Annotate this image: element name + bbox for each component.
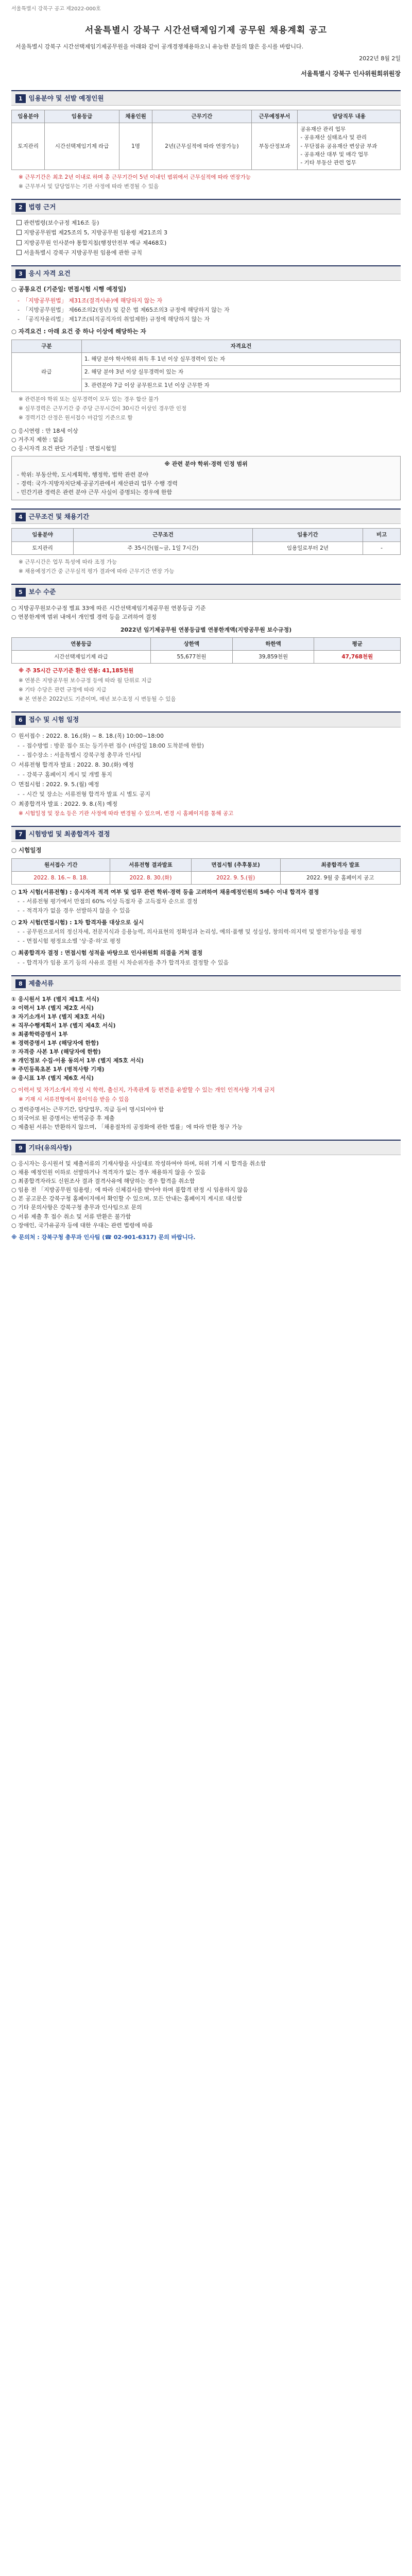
table-header: 서류전형 결과발표 bbox=[110, 858, 191, 871]
document-item: ② 이력서 1부 (별지 제2호 서식) bbox=[11, 1005, 94, 1011]
table-cell: 1명 bbox=[119, 123, 152, 170]
table-cell: 2년(근무실적에 따라 연장가능) bbox=[152, 123, 251, 170]
notice-item: ○ 채용 예정인원 이하로 선발하거나 적격자가 없는 경우 채용하지 않을 수 있음 bbox=[11, 1169, 206, 1176]
section-number: 5 bbox=[15, 588, 26, 597]
requirement: - 「지방공무원법」 제31조(결격사유)에 해당하지 않는 자 bbox=[11, 296, 401, 305]
document-line: ○ 경력증명서는 근무기간, 담당업무, 직급 등이 명시되어야 함 bbox=[11, 1106, 164, 1113]
warning-note: ※ 기재 시 서류전형에서 불이익을 받을 수 있음 bbox=[19, 1096, 129, 1103]
table-cell: 2022. 8. 16.~ 8. 18. bbox=[12, 871, 110, 884]
table-cell: 47,768천원 bbox=[314, 651, 401, 664]
section-title: 제출서류 bbox=[28, 979, 54, 987]
document-item: ⑩ 응시표 1부 (별지 제6호 서식) bbox=[11, 1075, 94, 1082]
exam-detail: - - 면접시험 평정요소별 '상·중·하'로 평정 bbox=[11, 937, 401, 945]
warning-note: ○ 이력서 및 자기소개서 작성 시 학력, 출신지, 가족관계 등 편견을 유발할 수 있는 개인 인적사항 기재 금지 bbox=[11, 1087, 275, 1094]
table-cell: 3. 관련분야 7급 이상 공무원으로 1년 이상 근무한 자 bbox=[81, 379, 400, 392]
document-item: ⑦ 자격증 사본 1부 (해당자에 한함) bbox=[11, 1048, 101, 1056]
law-item-label: 지방공무원법 제25조의 5, 지방공무원 임용령 제21조의 3 bbox=[24, 229, 167, 236]
notice-item: ○ 최종합격자라도 신원조사 결과 결격사유에 해당하는 경우 합격을 취소함 bbox=[11, 1178, 195, 1185]
table-header: 임용분야 bbox=[12, 529, 74, 541]
table-cell: 1. 해당 분야 학사학위 취득 후 1년 이상 실무경력이 있는 자 bbox=[81, 353, 400, 366]
exam-detail: - - 적격자가 없을 경우 선발하지 않을 수 있음 bbox=[11, 906, 401, 915]
note: ※ 근무부서 및 담당업무는 기관 사정에 따라 변경될 수 있음 bbox=[19, 183, 159, 190]
section-number: 2 bbox=[15, 203, 26, 212]
document-item: ④ 직무수행계획서 1부 (별지 제4호 서식) bbox=[11, 1022, 116, 1029]
note: ※ 시험일정 및 장소 등은 기관 사정에 따라 변경될 수 있으며, 변경 시 홈페이지를 통해 공고 bbox=[19, 810, 234, 817]
table-header: 구분 bbox=[12, 340, 82, 352]
salary-table bbox=[11, 637, 401, 664]
table-cell: 공유재산 관리 업무 - 공유재산 실태조사 및 관리 - 무단점유 공유재산 변상금 부과 - 공유재산 대부 및 매각 업무 - 기타 부동산 관련 업무 bbox=[298, 123, 401, 170]
table-cell: 시간선택제임기제 라급 bbox=[45, 123, 119, 170]
section-2-heading bbox=[11, 199, 401, 214]
section-number: 1 bbox=[15, 94, 26, 103]
table-cell: 2022. 8. 30.(화) bbox=[110, 871, 191, 884]
table-header: 평균 bbox=[314, 637, 401, 650]
note: ※ 채용예정기간 중 근무실적 평가 결과에 따라 근무기간 연장 가능 bbox=[19, 568, 175, 575]
table-header: 근무예정부서 bbox=[251, 110, 298, 123]
subheading: ○ 시험일정 bbox=[11, 846, 42, 854]
law-item bbox=[11, 218, 401, 227]
notice-item: ○ 응시자는 응시원서 및 제출서류의 기재사항을 사실대로 작성하여야 하며, 허위 기재 시 합격을 취소함 bbox=[11, 1160, 266, 1167]
salary-line: ○ 연봉한계액 범위 내에서 개인별 경력 등을 고려하여 결정 bbox=[11, 613, 157, 620]
schedule-detail: - - 접수장소 : 서울특별시 강북구청 총무과 인사팀 bbox=[11, 751, 401, 759]
schedule-item: ○ 최종합격자 발표 : 2022. 9. 8.(목) 예정 bbox=[11, 800, 401, 808]
subheading: ○ 공통요건 (기준일: 면접시험 시행 예정일) bbox=[11, 285, 126, 293]
checkbox-icon bbox=[16, 240, 22, 245]
salary-line: ○ 지방공무원보수규정 별표 33에 따른 시간선택제임기제공무원 연봉등급 기준 bbox=[11, 604, 206, 612]
document-item: ⑧ 개인정보 수집·이용 동의서 1부 (별지 제5호 서식) bbox=[11, 1057, 144, 1064]
section-4-heading bbox=[11, 509, 401, 524]
section-title: 임용분야 및 선발 예정인원 bbox=[28, 94, 104, 102]
issuer: 서울특별시 강북구 인사위원회위원장 bbox=[301, 70, 401, 77]
table-cell: 토지관리 bbox=[12, 541, 74, 554]
section-title: 접수 및 시험 일정 bbox=[28, 716, 79, 724]
note: ※ 근무시간은 업무 특성에 따라 조정 가능 bbox=[19, 558, 117, 565]
table-header: 면접시험 (추후통보) bbox=[191, 858, 280, 871]
note: ※ 연봉은 지방공무원 보수규정 등에 따라 월 단위로 지급 bbox=[19, 677, 152, 684]
table-cell: 시간선택제임기제 라급 bbox=[12, 651, 151, 664]
schedule-item: ○ 원서접수 : 2022. 8. 16.(화) ~ 8. 18.(목) 10:00~18:00 bbox=[11, 732, 401, 740]
table-header: 근무조건 bbox=[74, 529, 253, 541]
table-cell: 주 35시간(월~금, 1일 7시간) bbox=[74, 541, 253, 554]
table-header: 임용분야 bbox=[12, 110, 45, 123]
note: ※ 본 연봉은 2022년도 기준이며, 매년 보수조정 시 변동될 수 있음 bbox=[19, 696, 176, 703]
conditions-table bbox=[11, 528, 401, 555]
law-item-label: 지방공무원 인사분야 통합지침(행정안전부 예규 제468호) bbox=[24, 239, 167, 246]
notice-date: 2022년 8월 2일 bbox=[359, 55, 401, 62]
lead-text: 서울특별시 강북구 시간선택제임기제공무원을 아래와 같이 공개경쟁채용하오니 유능한 분들의 많은 응시를 바랍니다. bbox=[15, 43, 304, 50]
requirement: - 「공직자윤리법」 제17조(퇴직공직자의 취업제한) 규정에 해당하지 않는 자 bbox=[11, 315, 401, 324]
note: ※ 경력기간 산정은 원서접수 마감일 기준으로 함 bbox=[19, 415, 133, 421]
section-number: 8 bbox=[15, 979, 26, 988]
condition: ○ 응시연령 : 만 18세 이상 bbox=[11, 427, 78, 434]
exam-line: ○ 2차 시험(면접시험) : 1차 합격자를 대상으로 실시 bbox=[11, 919, 144, 926]
box-line: - 민간기관 경력은 관련 분야 근무 사실이 증명되는 경우에 한함 bbox=[17, 488, 173, 496]
note: ※ 기타 수당은 관련 규정에 따라 지급 bbox=[19, 686, 107, 693]
table-cell: 2. 해당 분야 3년 이상 실무경력이 있는 자 bbox=[81, 366, 400, 379]
section-8-heading bbox=[11, 975, 401, 991]
table-header: 채용인원 bbox=[119, 110, 152, 123]
section-6-heading bbox=[11, 711, 401, 727]
table-header: 최종합격자 발표 bbox=[280, 858, 400, 871]
table-cell: 2022. 9. 5.(월) bbox=[191, 871, 280, 884]
highlight-note: ※ 주 35시간 근무기준 환산 연봉: 41,185천원 bbox=[19, 668, 134, 674]
salary-table-title: 2022년 임기제공무원 연봉등급별 연봉한계액(지방공무원 보수규정) bbox=[120, 626, 292, 633]
schedule-detail: - - 시간 및 장소는 서류전형 합격자 발표 시 별도 공지 bbox=[11, 790, 401, 799]
section-number: 3 bbox=[15, 269, 26, 278]
table-header: 임용기간 bbox=[252, 529, 363, 541]
exam-detail: - - 합격자가 임용 포기 등의 사유로 결원 시 차순위자를 추가 합격자로 결정할 수 있음 bbox=[11, 958, 401, 967]
table-cell: - bbox=[363, 541, 401, 554]
table-header: 연봉등급 bbox=[12, 637, 151, 650]
table-header: 원서접수 기간 bbox=[12, 858, 110, 871]
section-title: 보수 수준 bbox=[28, 588, 56, 596]
section-title: 법령 근거 bbox=[28, 203, 56, 211]
notice-item: ○ 장애인, 국가유공자 등에 대한 우대는 관련 법령에 따름 bbox=[11, 1222, 153, 1229]
schedule-detail: - - 접수방법 : 방문 접수 또는 등기우편 접수 (마감일 18:00 도착분에 한함) bbox=[11, 741, 401, 750]
section-title: 시험방법 및 최종합격자 결정 bbox=[28, 830, 110, 838]
subheading: ○ 자격요건 : 아래 요건 중 하나 이상에 해당하는 자 bbox=[11, 327, 146, 335]
table-header: 상한액 bbox=[151, 637, 233, 650]
table-header: 비고 bbox=[363, 529, 401, 541]
exam-schedule-table bbox=[11, 858, 401, 885]
document-item: ① 응시원서 1부 (별지 제1호 서식) bbox=[11, 995, 99, 1003]
info-box bbox=[11, 456, 401, 500]
contact-info: ※ 문의처 : 강북구청 총무과 인사팀 (☎ 02-901-6317) 문의 바랍니다. bbox=[11, 1233, 196, 1241]
document-item: ⑥ 경력증명서 1부 (해당자에 한함) bbox=[11, 1040, 99, 1047]
section-number: 9 bbox=[15, 1144, 26, 1153]
table-cell: 라급 bbox=[12, 353, 82, 392]
notice-item: ○ 서류 제출 후 접수 취소 및 서류 반환은 불가함 bbox=[11, 1213, 131, 1220]
condition: ○ 응시자격 요건 판단 기준일 : 면접시험일 bbox=[11, 445, 117, 452]
exam-line: ○ 1차 시험(서류전형) : 응시자격 적격 여부 및 업무 관련 학위·경력 등을 고려하여 채용예정인원의 5배수 이내 합격자 결정 bbox=[11, 889, 319, 896]
table-cell: 39,859천원 bbox=[232, 651, 314, 664]
notice-number: 서울특별시 강북구 공고 제2022-000호 bbox=[11, 6, 101, 12]
section-number: 4 bbox=[15, 513, 26, 521]
table-cell: 2022. 9월 중 홈페이지 공고 bbox=[280, 871, 400, 884]
section-5-heading bbox=[11, 584, 401, 599]
note: ※ 관련분야 학위 또는 실무경력이 모두 있는 경우 합산 불가 bbox=[19, 396, 159, 402]
section-title: 응시 자격 요건 bbox=[28, 269, 71, 277]
schedule-item: ○ 서류전형 합격자 발표 : 2022. 8. 30.(화) 예정 bbox=[11, 760, 401, 769]
condition: ○ 거주지 제한 : 없음 bbox=[11, 436, 64, 443]
law-item-label: 서울특별시 강북구 지방공무원 임용에 관한 규칙 bbox=[24, 249, 143, 256]
law-item bbox=[11, 239, 401, 247]
document-line: ○ 제출된 서류는 반환하지 않으며, 「채용절차의 공정화에 관한 법률」에 따라 반환 청구 가능 bbox=[11, 1123, 243, 1130]
section-7-heading bbox=[11, 826, 401, 841]
table-cell: 임용일로부터 2년 bbox=[252, 541, 363, 554]
table-header: 담당직무 내용 bbox=[298, 110, 401, 123]
box-line: - 경력: 국가·지방자치단체·공공기관에서 재산관리 업무 수행 경력 bbox=[17, 480, 178, 487]
box-title: ※ 관련 분야 학위·경력 인정 범위 bbox=[164, 460, 248, 467]
table-header: 근무기간 bbox=[152, 110, 251, 123]
requirement: - 「지방공무원법」 제66조의2(정년) 및 같은 법 제65조의3 규정에 해당하지 않는 자 bbox=[11, 306, 401, 314]
box-line: - 학위: 부동산학, 도시계획학, 행정학, 법학 관련 분야 bbox=[17, 471, 149, 478]
document-item: ⑤ 최종학력증명서 1부 bbox=[11, 1031, 68, 1038]
section-number: 6 bbox=[15, 716, 26, 724]
checkbox-icon bbox=[16, 220, 22, 225]
table-cell: 55,677천원 bbox=[151, 651, 233, 664]
section-title: 기타(유의사항) bbox=[28, 1143, 72, 1151]
table-header: 하한액 bbox=[232, 637, 314, 650]
section-number: 7 bbox=[15, 830, 26, 839]
section-3-heading bbox=[11, 265, 401, 281]
document-item: ⑨ 주민등록초본 1부 (병적사항 기재) bbox=[11, 1066, 105, 1073]
checkbox-icon bbox=[16, 250, 22, 255]
note: ※ 근무기간은 최초 2년 이내로 하며 총 근무기간이 5년 이내인 범위에서 근무실적에 따라 연장가능 bbox=[19, 174, 251, 180]
exam-detail: - - 공무원으로서의 정신자세, 전문지식과 응용능력, 의사표현의 정확성과 논리성, 예의·품행 및 성실성, 창의력·의지력 및 발전가능성을 평정 bbox=[11, 927, 401, 936]
note: ※ 실무경력은 근무기간 중 주당 근무시간이 30시간 이상인 경우만 인정 bbox=[19, 405, 187, 412]
law-item bbox=[11, 248, 401, 257]
document-item: ③ 자기소개서 1부 (별지 제3호 서식) bbox=[11, 1013, 105, 1021]
section-9-heading bbox=[11, 1140, 401, 1155]
document-line: ○ 외국어로 된 증명서는 번역공증 후 제출 bbox=[11, 1114, 115, 1122]
schedule-item: ○ 면접시험 : 2022. 9. 5.(월) 예정 bbox=[11, 780, 401, 789]
positions-table bbox=[11, 110, 401, 170]
page-title: 서울특별시 강북구 시간선택제임기제 공무원 채용계획 공고 bbox=[84, 25, 328, 36]
table-cell: 부동산정보과 bbox=[251, 123, 298, 170]
notice-item: ○ 임용 전 「지방공무원 임용령」에 따라 신체검사를 받아야 하며 불합격 판정 시 임용하지 않음 bbox=[11, 1187, 248, 1194]
exam-line: ○ 최종합격자 결정 : 면접시험 성적을 바탕으로 인사위원회 의결을 거쳐 결정 bbox=[11, 950, 203, 957]
checkbox-icon bbox=[16, 230, 22, 235]
table-header: 자격요건 bbox=[81, 340, 400, 352]
table-cell: 토지관리 bbox=[12, 123, 45, 170]
table-header: 임용등급 bbox=[45, 110, 119, 123]
law-item bbox=[11, 228, 401, 237]
notice-item: ○ 본 공고문은 강북구청 홈페이지에서 확인할 수 있으며, 모든 안내는 홈페이지 게시로 대신함 bbox=[11, 1195, 243, 1202]
notice-item: ○ 기타 문의사항은 강북구청 총무과 인사팀으로 문의 bbox=[11, 1204, 142, 1211]
law-item-label: 관련법령(보수규정 제16조 등) bbox=[24, 219, 99, 227]
schedule-detail: - - 강북구 홈페이지 게시 및 개별 통지 bbox=[11, 770, 401, 779]
qualification-table bbox=[11, 340, 401, 392]
section-title: 근무조건 및 채용기간 bbox=[28, 512, 90, 520]
section-1-heading bbox=[11, 90, 401, 106]
exam-detail: - - 서류전형 평가에서 만점의 60% 이상 득점자 중 고득점자 순으로 결정 bbox=[11, 897, 401, 906]
